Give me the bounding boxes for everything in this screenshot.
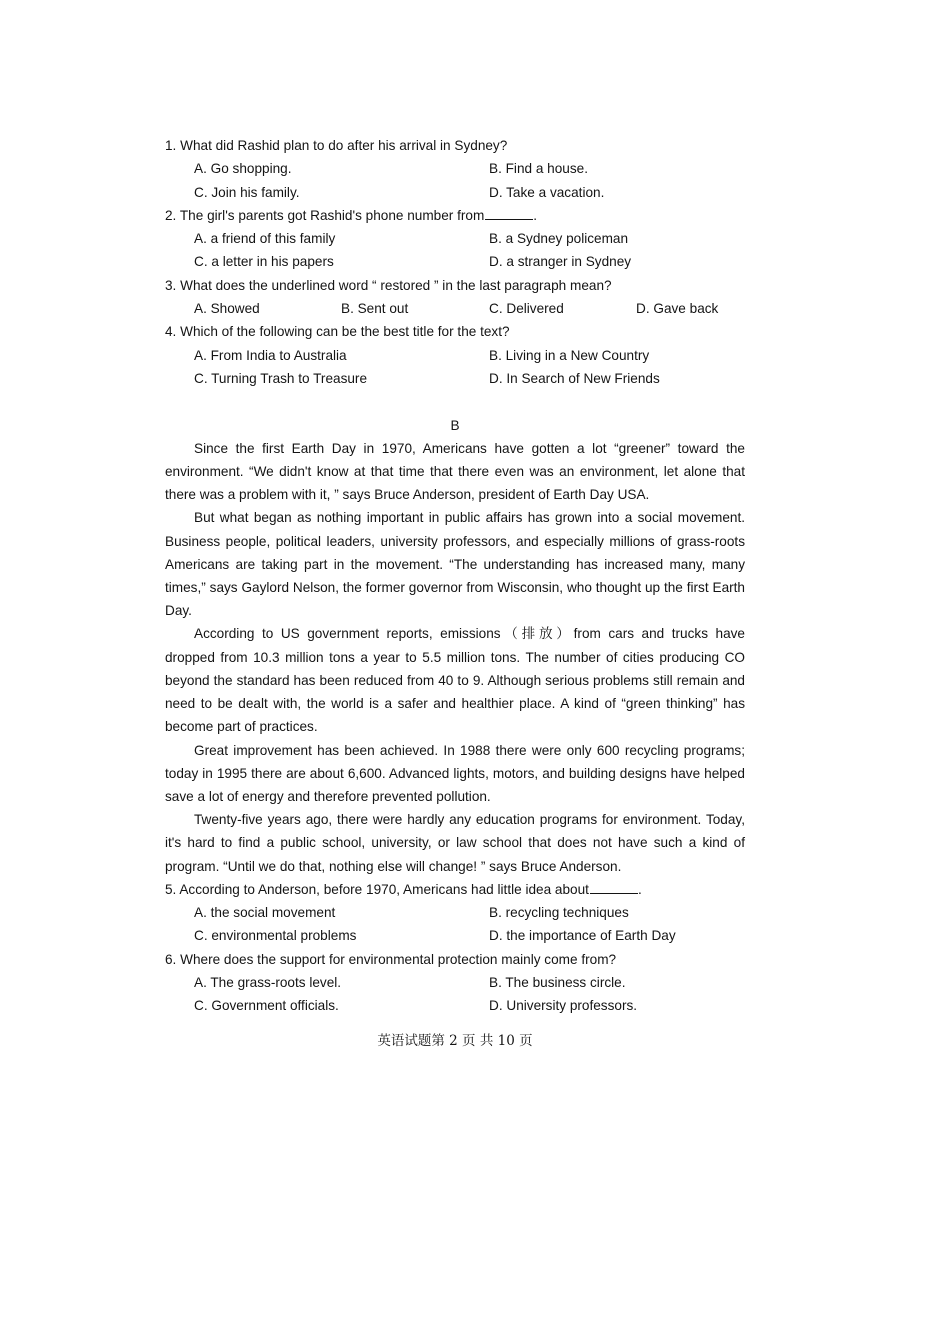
section-title: B: [450, 417, 460, 433]
option-row: [165, 971, 745, 994]
option-c: C. Join his family.: [194, 184, 300, 200]
blank-punct: .: [637, 881, 642, 897]
page-footer: 英语试题第 2 页 共 10 页: [377, 1033, 533, 1049]
option-d: D. Take a vacation.: [489, 184, 605, 200]
option-d: D. In Search of New Friends: [489, 370, 660, 386]
option-row: [165, 157, 745, 180]
passage-paragraph: Twenty-five years ago, there were hardly any education programs for environment. Today, it's hard to find a public school, university, or law school that does not have such a kind of program. “Until we do that, nothing else will change! ” says Bruce Anderson.: [165, 812, 745, 874]
option-a: A. Go shopping.: [194, 161, 292, 177]
blank-punct: .: [533, 207, 538, 223]
passage-paragraph: According to US government reports, emissions（排放）from cars and trucks have dropped from 10.3 million tons a year to 5.5 million tons. The number of cities producing CO beyond the standard has been reduced from 40 to 9. Although serious problems still remain and need to be dealt with, the world is a safer and healthier place. A kind of “green thinking” has become part of practices.: [165, 626, 745, 735]
option-row: [165, 297, 745, 320]
passage-paragraph: Great improvement has been achieved. In 1988 there were only 600 recycling programs; today in 1995 there are about 6,600. Advanced lights, motors, and building designs have helped save a lot of energy and therefore prevented pollution.: [165, 742, 745, 804]
option-c: C. Turning Trash to Treasure: [194, 370, 368, 386]
option-b: B. Sent out: [341, 301, 409, 317]
option-b: B. a Sydney policeman: [489, 231, 629, 247]
option-row: [165, 994, 745, 1017]
answer-blank: [485, 204, 533, 220]
option-d: D. a stranger in Sydney: [489, 254, 632, 270]
question-stem: 6. Where does the support for environmental protection mainly come from?: [165, 951, 617, 967]
option-d: D. University professors.: [489, 998, 638, 1014]
question-6: [165, 948, 745, 1018]
option-row: [165, 901, 745, 924]
option-row: [165, 344, 745, 367]
question-stem-line: [165, 204, 745, 227]
question-stem: 3. What does the underlined word “ restored ” in the last paragraph mean?: [165, 277, 612, 293]
option-a: A. Showed: [194, 301, 260, 317]
option-a: A. The grass-roots level.: [194, 974, 342, 990]
passage-paragraph: But what began as nothing important in public affairs has grown into a social movement. Business people, political leaders, university professors, and especially millions of grass-roots Americans are taking part in the movement. “The understanding has increased many, many times,” says Gaylord Nelson, the former governor from Wisconsin, who thought up the first Earth Day.: [165, 510, 745, 619]
question-5: [165, 878, 745, 948]
option-d: D. the importance of Earth Day: [489, 928, 676, 944]
question-stem: 5. According to Anderson, before 1970, Americans had little idea about: [165, 881, 589, 897]
option-a: A. a friend of this family: [194, 231, 336, 247]
option-b: B. The business circle.: [489, 974, 626, 990]
passage: [165, 437, 745, 878]
option-d: D. Gave back: [636, 301, 719, 317]
option-row: [165, 227, 745, 250]
question-stem: 2. The girl's parents got Rashid's phone number from: [165, 207, 485, 223]
question-stem-line: [165, 878, 745, 901]
option-b: B. Living in a New Country: [489, 347, 650, 363]
option-b: B. Find a house.: [489, 161, 588, 177]
question-2: [165, 204, 745, 274]
question-4: [165, 320, 745, 390]
option-c: C. Government officials.: [194, 998, 339, 1014]
option-a: A. From India to Australia: [194, 347, 347, 363]
option-c: C. environmental problems: [194, 928, 357, 944]
option-a: A. the social movement: [194, 905, 336, 921]
option-row: [165, 181, 745, 204]
question-3: [165, 274, 745, 321]
option-row: [165, 924, 745, 947]
passage-paragraph: Since the first Earth Day in 1970, Americans have gotten a lot “greener” toward the environment. “We didn't know at that time that there even was an environment, let alone that there was a problem with it, ” says Bruce Anderson, president of Earth Day USA.: [165, 440, 745, 503]
question-stem: 4. Which of the following can be the best title for the text?: [165, 324, 510, 340]
question-stem: 1. What did Rashid plan to do after his arrival in Sydney?: [165, 138, 508, 153]
option-row: [165, 250, 745, 273]
option-row: [165, 367, 745, 390]
option-c: C. Delivered: [489, 301, 564, 317]
page-content: [165, 134, 745, 1018]
question-1: [165, 134, 745, 204]
option-b: B. recycling techniques: [489, 905, 629, 921]
answer-blank: [590, 878, 638, 894]
option-c: C. a letter in his papers: [194, 254, 334, 270]
